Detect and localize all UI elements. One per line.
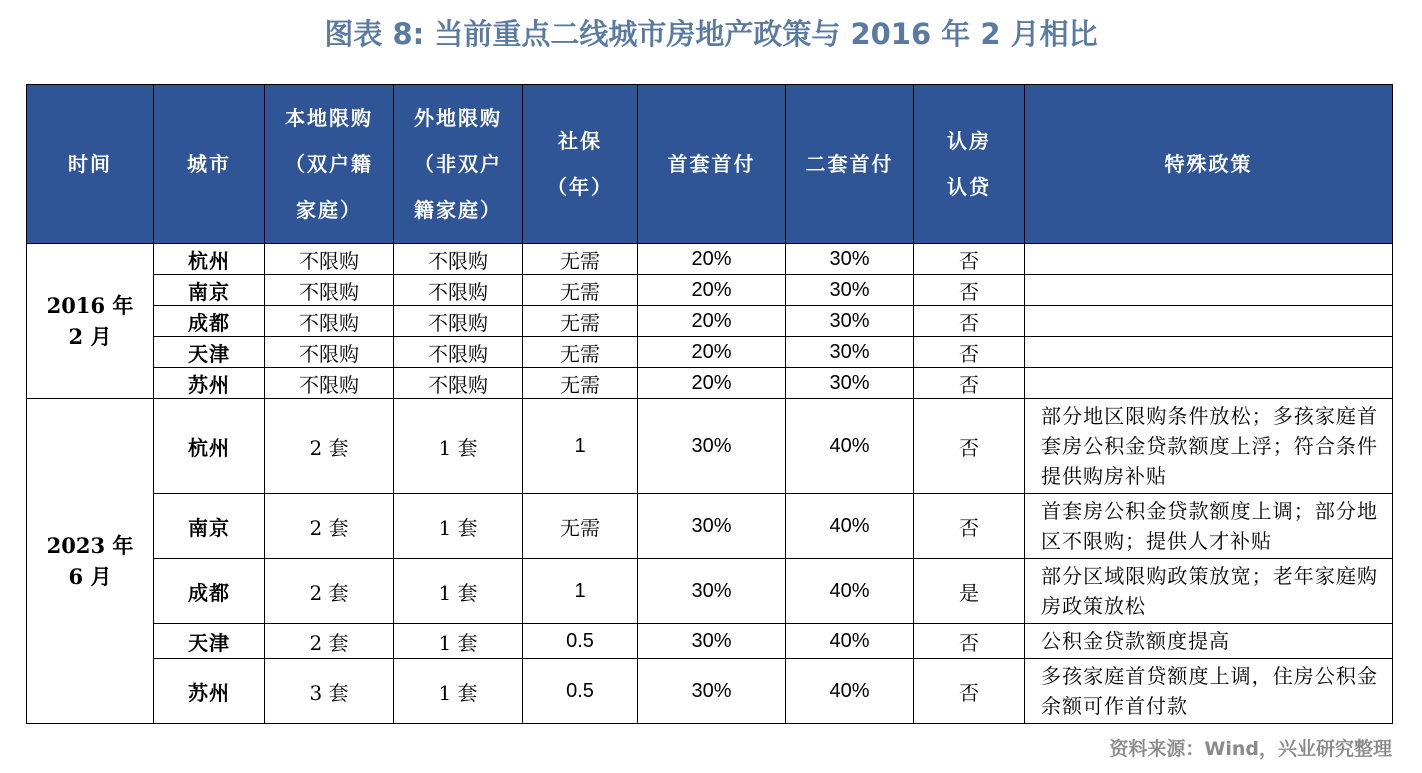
city-cell: 南京 [154,494,265,559]
nonlocal-limit-cell: 1 套 [394,494,523,559]
special-policy-cell: 部分区域限购政策放宽；老年家庭购房政策放松 [1025,559,1393,624]
recognition-cell: 否 [914,659,1025,724]
city-cell: 成都 [154,559,265,624]
recognition-cell: 否 [914,244,1025,275]
local-limit-cell: 2 套 [265,399,394,494]
nonlocal-limit-cell: 1 套 [394,559,523,624]
first-down-cell: 30% [638,624,786,659]
table-row [27,659,1393,724]
special-policy-cell [1025,337,1393,368]
social-security-cell: 0.5 [523,659,638,724]
second-down-cell: 40% [786,399,914,494]
header-special-policy: 特殊政策 [1025,85,1393,244]
table-row [27,275,1393,306]
nonlocal-limit-cell: 不限购 [394,244,523,275]
first-down-cell: 30% [638,659,786,724]
local-limit-cell: 3 套 [265,659,394,724]
second-down-cell: 30% [786,275,914,306]
recognition-cell: 是 [914,559,1025,624]
header-recognition: 认房认贷 [914,85,1025,244]
nonlocal-limit-cell: 不限购 [394,368,523,399]
special-policy-cell: 首套房公积金贷款额度上调；部分地区不限购；提供人才补贴 [1025,494,1393,559]
first-down-cell: 20% [638,337,786,368]
nonlocal-limit-cell: 1 套 [394,624,523,659]
first-down-cell: 20% [638,368,786,399]
time-cell: 2016 年 2 月 [27,244,154,399]
first-down-cell: 20% [638,275,786,306]
local-limit-cell: 不限购 [265,244,394,275]
social-security-cell: 1 [523,559,638,624]
first-down-cell: 20% [638,306,786,337]
second-down-cell: 30% [786,368,914,399]
header-time: 时间 [27,85,154,244]
local-limit-cell: 2 套 [265,494,394,559]
header-first-down: 首套首付 [638,85,786,244]
second-down-cell: 40% [786,659,914,724]
table-row [27,399,1393,494]
social-security-cell: 0.5 [523,624,638,659]
second-down-cell: 30% [786,244,914,275]
figure-title: 图表 8: 当前重点二线城市房地产政策与 2016 年 2 月相比 [324,17,1098,51]
first-down-cell: 30% [638,559,786,624]
first-down-cell: 20% [638,244,786,275]
time-cell: 2023 年 6 月 [27,399,154,724]
local-limit-cell: 不限购 [265,275,394,306]
social-security-cell: 无需 [523,494,638,559]
recognition-cell: 否 [914,275,1025,306]
local-limit-cell: 2 套 [265,559,394,624]
city-cell: 苏州 [154,659,265,724]
header-row [27,85,1393,244]
city-cell: 天津 [154,624,265,659]
special-policy-cell: 部分地区限购条件放松；多孩家庭首套房公积金贷款额度上浮；符合条件提供购房补贴 [1025,399,1393,494]
table-row [27,559,1393,624]
special-policy-cell [1025,306,1393,337]
recognition-cell: 否 [914,337,1025,368]
city-cell: 苏州 [154,368,265,399]
nonlocal-limit-cell: 1 套 [394,399,523,494]
local-limit-cell: 2 套 [265,624,394,659]
table-body [27,244,1393,724]
nonlocal-limit-cell: 不限购 [394,337,523,368]
table-row [27,494,1393,559]
second-down-cell: 40% [786,494,914,559]
source-note: 资料来源：Wind，兴业研究整理 [1109,738,1392,760]
special-policy-cell: 公积金贷款额度提高 [1025,624,1393,659]
nonlocal-limit-cell: 不限购 [394,306,523,337]
header-local-limit: 本地限购（双户籍家庭） [265,85,394,244]
header-social-security: 社保（年） [523,85,638,244]
city-cell: 南京 [154,275,265,306]
header-city: 城市 [154,85,265,244]
recognition-cell: 否 [914,306,1025,337]
second-down-cell: 40% [786,624,914,659]
second-down-cell: 30% [786,337,914,368]
local-limit-cell: 不限购 [265,306,394,337]
recognition-cell: 否 [914,494,1025,559]
table-row [27,306,1393,337]
policy-table [26,84,1393,724]
city-cell: 杭州 [154,399,265,494]
table-row [27,368,1393,399]
header-second-down: 二套首付 [786,85,914,244]
social-security-cell: 1 [523,399,638,494]
city-cell: 杭州 [154,244,265,275]
social-security-cell: 无需 [523,244,638,275]
special-policy-cell [1025,275,1393,306]
table-row [27,624,1393,659]
special-policy-cell: 多孩家庭首贷额度上调，住房公积金余额可作首付款 [1025,659,1393,724]
second-down-cell: 40% [786,559,914,624]
first-down-cell: 30% [638,399,786,494]
first-down-cell: 30% [638,494,786,559]
city-cell: 天津 [154,337,265,368]
social-security-cell: 无需 [523,368,638,399]
local-limit-cell: 不限购 [265,337,394,368]
nonlocal-limit-cell: 1 套 [394,659,523,724]
social-security-cell: 无需 [523,306,638,337]
special-policy-cell [1025,244,1393,275]
city-cell: 成都 [154,306,265,337]
social-security-cell: 无需 [523,275,638,306]
header-nonlocal-limit: 外地限购（非双户籍家庭） [394,85,523,244]
local-limit-cell: 不限购 [265,368,394,399]
second-down-cell: 30% [786,306,914,337]
table-row [27,337,1393,368]
nonlocal-limit-cell: 不限购 [394,275,523,306]
social-security-cell: 无需 [523,337,638,368]
recognition-cell: 否 [914,399,1025,494]
special-policy-cell [1025,368,1393,399]
table-row [27,244,1393,275]
recognition-cell: 否 [914,368,1025,399]
recognition-cell: 否 [914,624,1025,659]
